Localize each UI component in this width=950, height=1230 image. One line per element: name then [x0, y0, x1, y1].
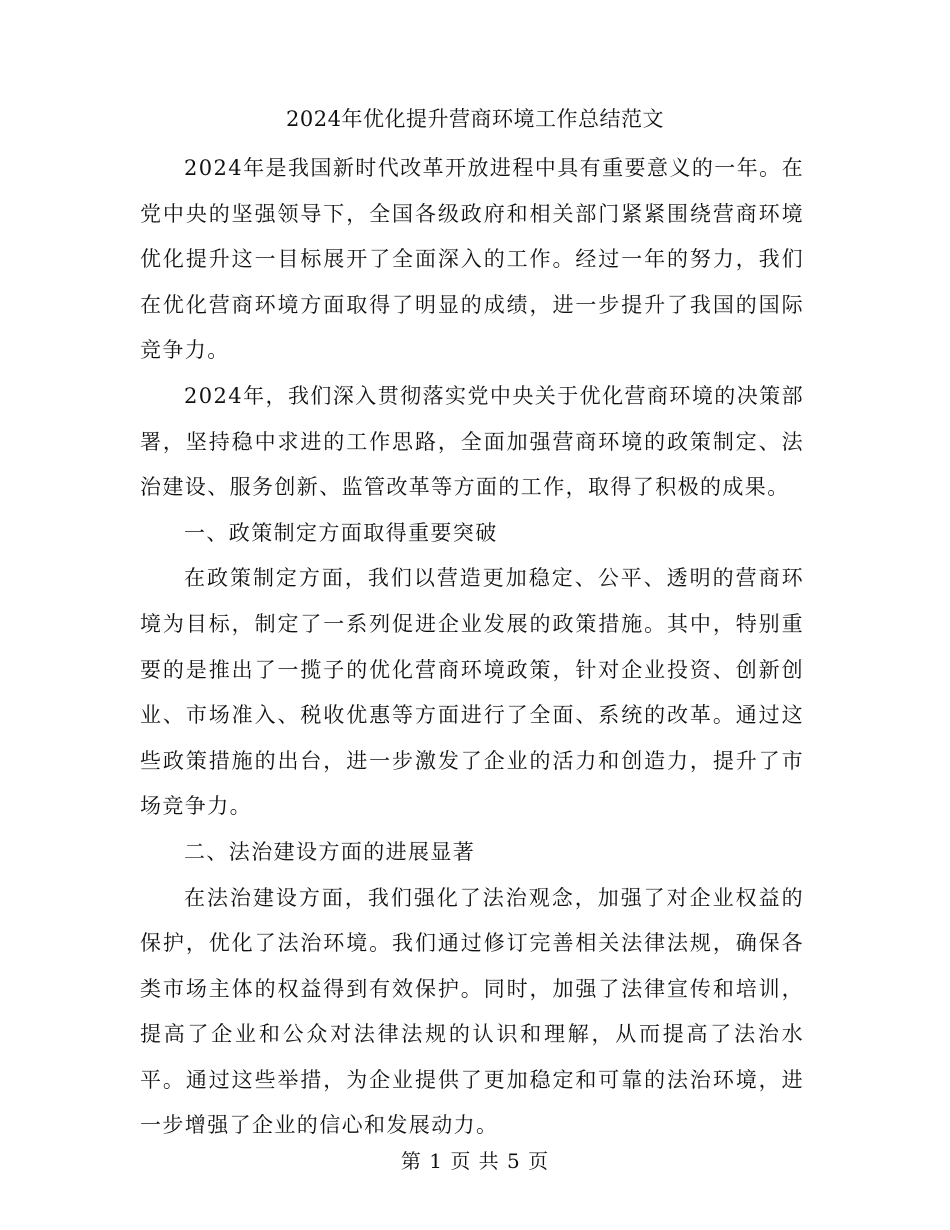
- section-paragraph-policy: 在政策制定方面，我们以营造更加稳定、公平、透明的营商环境为目标，制定了一系列促进企业发展的政策措施。其中，特别重要的是推出了一揽子的优化营商环境政策，针对企业投资、创新创业、市场准入、税收优惠等方面进行了全面、系统的改革。通过这些政策措施的出台，进一步激发了企业的活力和创造力，提升了市场竞争力。: [140, 566, 804, 819]
- section-paragraph-law: 在法治建设方面，我们强化了法治观念，加强了对企业权益的保护，优化了法治环境。我们通过修订完善相关法律法规，确保各类市场主体的权益得到有效保护。同时，加强了法律宣传和培训，提高了企业和公众对法律法规的认识和理解，从而提高了法治水平。通过这些举措，为企业提供了更加稳定和可靠的法治环境，进一步增强了企业的信心和发展动力。: [140, 885, 804, 1138]
- document-title: 2024年优化提升营商环境工作总结范文: [286, 107, 664, 131]
- document-body: [140, 146, 804, 1149]
- page-number-footer: 第 1 页 共 5 页: [400, 1149, 550, 1173]
- section-heading-law: 二、法治建设方面的进展显著: [184, 839, 476, 864]
- intro-paragraph-2: 2024年，我们深入贯彻落实党中央关于优化营商环境的决策部署，坚持稳中求进的工作思路，全面加强营商环境的政策制定、法治建设、服务创新、监管改革等方面的工作，取得了积极的成果。: [140, 383, 804, 500]
- section-heading-policy: 一、政策制定方面取得重要突破: [184, 520, 498, 545]
- intro-paragraph-1: 2024年是我国新时代改革开放进程中具有重要意义的一年。在党中央的坚强领导下，全国各级政府和相关部门紧紧围绕营商环境优化提升这一目标展开了全面深入的工作。经过一年的努力，我们在优化营商环境方面取得了明显的成绩，进一步提升了我国的国际竞争力。: [140, 156, 804, 363]
